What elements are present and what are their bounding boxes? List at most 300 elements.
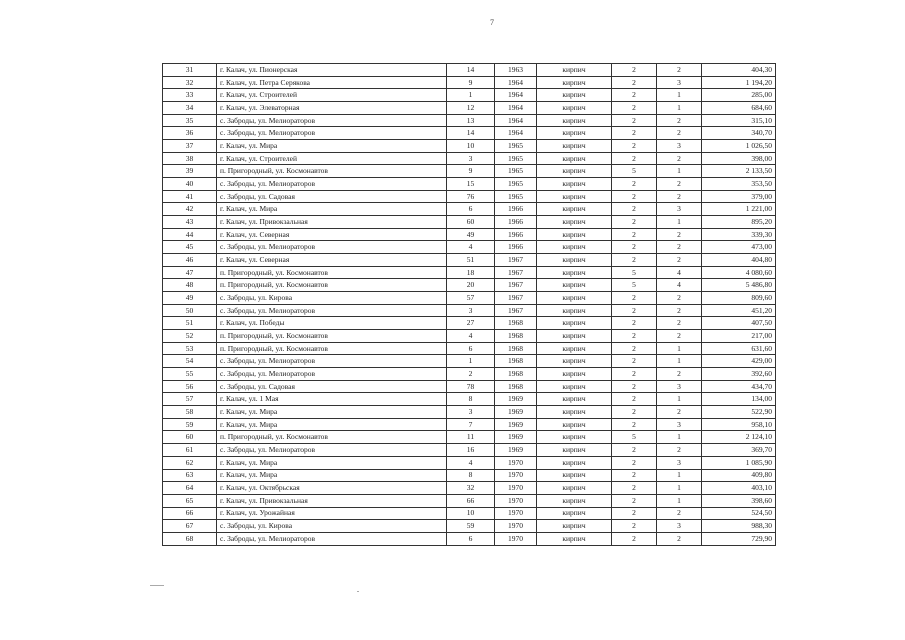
table-row <box>163 380 776 393</box>
year-cell: 1965 <box>495 178 537 191</box>
table-row <box>163 64 776 77</box>
table-row <box>163 254 776 267</box>
house-number-cell: 49 <box>447 228 495 241</box>
house-number-cell: 14 <box>447 64 495 77</box>
entrances-cell: 2 <box>657 178 702 191</box>
row-number-cell: 34 <box>163 102 217 115</box>
floors-cell: 2 <box>612 393 657 406</box>
table-body <box>163 64 776 546</box>
table-row <box>163 317 776 330</box>
table-row <box>163 304 776 317</box>
address-cell: п. Пригородный, ул. Космонавтов <box>217 431 447 444</box>
entrances-cell: 1 <box>657 89 702 102</box>
table-row <box>163 228 776 241</box>
floors-cell: 2 <box>612 444 657 457</box>
floors-cell: 5 <box>612 266 657 279</box>
house-number-cell: 16 <box>447 444 495 457</box>
entrances-cell: 1 <box>657 216 702 229</box>
entrances-cell: 2 <box>657 368 702 381</box>
wall-material-cell: кирпич <box>537 418 612 431</box>
address-cell: г. Калач, ул. Мира <box>217 140 447 153</box>
house-number-cell: 6 <box>447 342 495 355</box>
table-row <box>163 266 776 279</box>
house-number-cell: 3 <box>447 406 495 419</box>
house-number-cell: 7 <box>447 418 495 431</box>
table-row <box>163 165 776 178</box>
row-number-cell: 42 <box>163 203 217 216</box>
house-number-cell: 4 <box>447 330 495 343</box>
wall-material-cell: кирпич <box>537 304 612 317</box>
floors-cell: 2 <box>612 114 657 127</box>
area-cell: 2 124,10 <box>702 431 776 444</box>
address-cell: г. Калач, ул. Мира <box>217 418 447 431</box>
table-row <box>163 342 776 355</box>
table-row <box>163 178 776 191</box>
floors-cell: 2 <box>612 140 657 153</box>
housing-register-table <box>162 63 776 546</box>
address-cell: г. Калач, ул. Мира <box>217 203 447 216</box>
area-cell: 809,60 <box>702 292 776 305</box>
table-row <box>163 216 776 229</box>
year-cell: 1964 <box>495 102 537 115</box>
house-number-cell: 6 <box>447 532 495 545</box>
wall-material-cell: кирпич <box>537 266 612 279</box>
area-cell: 729,90 <box>702 532 776 545</box>
area-cell: 379,00 <box>702 190 776 203</box>
area-cell: 434,70 <box>702 380 776 393</box>
year-cell: 1970 <box>495 469 537 482</box>
entrances-cell: 2 <box>657 254 702 267</box>
row-number-cell: 61 <box>163 444 217 457</box>
row-number-cell: 67 <box>163 520 217 533</box>
year-cell: 1970 <box>495 456 537 469</box>
row-number-cell: 62 <box>163 456 217 469</box>
address-cell: с. Заброды, ул. Мелиораторов <box>217 127 447 140</box>
table-row <box>163 190 776 203</box>
house-number-cell: 9 <box>447 76 495 89</box>
table-row <box>163 241 776 254</box>
area-cell: 340,70 <box>702 127 776 140</box>
floors-cell: 5 <box>612 431 657 444</box>
year-cell: 1964 <box>495 89 537 102</box>
floors-cell: 2 <box>612 241 657 254</box>
table-row <box>163 292 776 305</box>
wall-material-cell: кирпич <box>537 140 612 153</box>
address-cell: г. Калач, ул. Строителей <box>217 152 447 165</box>
entrances-cell: 1 <box>657 482 702 495</box>
address-cell: г. Калач, ул. Строителей <box>217 89 447 102</box>
year-cell: 1968 <box>495 355 537 368</box>
row-number-cell: 53 <box>163 342 217 355</box>
wall-material-cell: кирпич <box>537 355 612 368</box>
table-row <box>163 279 776 292</box>
table-row <box>163 393 776 406</box>
wall-material-cell: кирпич <box>537 393 612 406</box>
floors-cell: 2 <box>612 380 657 393</box>
wall-material-cell: кирпич <box>537 152 612 165</box>
entrances-cell: 1 <box>657 494 702 507</box>
area-cell: 407,50 <box>702 317 776 330</box>
table-row <box>163 140 776 153</box>
table-row <box>163 520 776 533</box>
entrances-cell: 2 <box>657 292 702 305</box>
area-cell: 4 080,60 <box>702 266 776 279</box>
entrances-cell: 2 <box>657 444 702 457</box>
address-cell: с. Заброды, ул. Мелиораторов <box>217 444 447 457</box>
floors-cell: 2 <box>612 304 657 317</box>
year-cell: 1968 <box>495 368 537 381</box>
wall-material-cell: кирпич <box>537 431 612 444</box>
entrances-cell: 2 <box>657 190 702 203</box>
wall-material-cell: кирпич <box>537 228 612 241</box>
address-cell: г. Калач, ул. Мира <box>217 456 447 469</box>
area-cell: 369,70 <box>702 444 776 457</box>
address-cell: г. Калач, ул. Мира <box>217 406 447 419</box>
year-cell: 1970 <box>495 494 537 507</box>
floors-cell: 2 <box>612 406 657 419</box>
row-number-cell: 37 <box>163 140 217 153</box>
year-cell: 1967 <box>495 304 537 317</box>
area-cell: 398,60 <box>702 494 776 507</box>
table-row <box>163 114 776 127</box>
row-number-cell: 54 <box>163 355 217 368</box>
house-number-cell: 2 <box>447 368 495 381</box>
wall-material-cell: кирпич <box>537 127 612 140</box>
table-row <box>163 89 776 102</box>
table-row <box>163 152 776 165</box>
area-cell: 1 085,90 <box>702 456 776 469</box>
table-row <box>163 532 776 545</box>
year-cell: 1964 <box>495 114 537 127</box>
floors-cell: 2 <box>612 368 657 381</box>
area-cell: 1 026,50 <box>702 140 776 153</box>
address-cell: с. Заброды, ул. Кирова <box>217 520 447 533</box>
house-number-cell: 10 <box>447 140 495 153</box>
house-number-cell: 8 <box>447 469 495 482</box>
entrances-cell: 2 <box>657 114 702 127</box>
year-cell: 1968 <box>495 317 537 330</box>
year-cell: 1966 <box>495 203 537 216</box>
area-cell: 451,20 <box>702 304 776 317</box>
year-cell: 1970 <box>495 532 537 545</box>
row-number-cell: 60 <box>163 431 217 444</box>
wall-material-cell: кирпич <box>537 494 612 507</box>
year-cell: 1970 <box>495 482 537 495</box>
row-number-cell: 35 <box>163 114 217 127</box>
house-number-cell: 13 <box>447 114 495 127</box>
floors-cell: 2 <box>612 330 657 343</box>
house-number-cell: 11 <box>447 431 495 444</box>
house-number-cell: 9 <box>447 165 495 178</box>
address-cell: г. Калач, ул. Привокзальная <box>217 494 447 507</box>
table-row <box>163 76 776 89</box>
area-cell: 409,80 <box>702 469 776 482</box>
address-cell: г. Калач, ул. Элеваторная <box>217 102 447 115</box>
entrances-cell: 1 <box>657 469 702 482</box>
area-cell: 988,30 <box>702 520 776 533</box>
floors-cell: 2 <box>612 254 657 267</box>
entrances-cell: 1 <box>657 165 702 178</box>
entrances-cell: 1 <box>657 431 702 444</box>
entrances-cell: 2 <box>657 330 702 343</box>
area-cell: 134,00 <box>702 393 776 406</box>
house-number-cell: 8 <box>447 393 495 406</box>
area-cell: 5 486,80 <box>702 279 776 292</box>
table-row <box>163 330 776 343</box>
year-cell: 1965 <box>495 152 537 165</box>
address-cell: п. Пригородный, ул. Космонавтов <box>217 342 447 355</box>
floors-cell: 2 <box>612 482 657 495</box>
address-cell: с. Заброды, ул. Садовая <box>217 190 447 203</box>
area-cell: 473,00 <box>702 241 776 254</box>
wall-material-cell: кирпич <box>537 380 612 393</box>
table-row <box>163 368 776 381</box>
row-number-cell: 46 <box>163 254 217 267</box>
floors-cell: 2 <box>612 178 657 191</box>
row-number-cell: 50 <box>163 304 217 317</box>
area-cell: 403,10 <box>702 482 776 495</box>
row-number-cell: 65 <box>163 494 217 507</box>
wall-material-cell: кирпич <box>537 254 612 267</box>
row-number-cell: 31 <box>163 64 217 77</box>
floors-cell: 2 <box>612 355 657 368</box>
area-cell: 1 221,00 <box>702 203 776 216</box>
year-cell: 1965 <box>495 140 537 153</box>
row-number-cell: 57 <box>163 393 217 406</box>
area-cell: 315,10 <box>702 114 776 127</box>
address-cell: г. Калач, ул. Победы <box>217 317 447 330</box>
table-row <box>163 482 776 495</box>
area-cell: 398,00 <box>702 152 776 165</box>
address-cell: г. Калач, ул. Привокзальная <box>217 216 447 229</box>
floors-cell: 2 <box>612 418 657 431</box>
entrances-cell: 3 <box>657 380 702 393</box>
address-cell: с. Заброды, ул. Садовая <box>217 380 447 393</box>
row-number-cell: 59 <box>163 418 217 431</box>
wall-material-cell: кирпич <box>537 456 612 469</box>
entrances-cell: 3 <box>657 203 702 216</box>
house-number-cell: 57 <box>447 292 495 305</box>
area-cell: 217,00 <box>702 330 776 343</box>
entrances-cell: 1 <box>657 355 702 368</box>
floors-cell: 2 <box>612 342 657 355</box>
entrances-cell: 2 <box>657 317 702 330</box>
address-cell: с. Заброды, ул. Мелиораторов <box>217 304 447 317</box>
floors-cell: 2 <box>612 520 657 533</box>
floors-cell: 2 <box>612 292 657 305</box>
address-cell: с. Заброды, ул. Кирова <box>217 292 447 305</box>
area-cell: 524,50 <box>702 507 776 520</box>
table-row <box>163 469 776 482</box>
row-number-cell: 41 <box>163 190 217 203</box>
wall-material-cell: кирпич <box>537 469 612 482</box>
floors-cell: 2 <box>612 494 657 507</box>
wall-material-cell: кирпич <box>537 507 612 520</box>
wall-material-cell: кирпич <box>537 178 612 191</box>
area-cell: 339,30 <box>702 228 776 241</box>
year-cell: 1968 <box>495 342 537 355</box>
year-cell: 1969 <box>495 444 537 457</box>
address-cell: п. Пригородный, ул. Космонавтов <box>217 165 447 178</box>
row-number-cell: 40 <box>163 178 217 191</box>
address-cell: с. Заброды, ул. Мелиораторов <box>217 368 447 381</box>
floors-cell: 2 <box>612 469 657 482</box>
wall-material-cell: кирпич <box>537 406 612 419</box>
entrances-cell: 3 <box>657 520 702 533</box>
floors-cell: 2 <box>612 216 657 229</box>
house-number-cell: 66 <box>447 494 495 507</box>
wall-material-cell: кирпич <box>537 102 612 115</box>
address-cell: г. Калач, ул. Урожайная <box>217 507 447 520</box>
year-cell: 1967 <box>495 292 537 305</box>
row-number-cell: 52 <box>163 330 217 343</box>
entrances-cell: 4 <box>657 279 702 292</box>
wall-material-cell: кирпич <box>537 114 612 127</box>
house-number-cell: 59 <box>447 520 495 533</box>
year-cell: 1966 <box>495 241 537 254</box>
house-number-cell: 20 <box>447 279 495 292</box>
scan-mark <box>357 591 359 592</box>
year-cell: 1963 <box>495 64 537 77</box>
year-cell: 1967 <box>495 266 537 279</box>
entrances-cell: 2 <box>657 507 702 520</box>
table-row <box>163 494 776 507</box>
wall-material-cell: кирпич <box>537 190 612 203</box>
entrances-cell: 3 <box>657 418 702 431</box>
area-cell: 2 133,50 <box>702 165 776 178</box>
area-cell: 392,60 <box>702 368 776 381</box>
year-cell: 1965 <box>495 165 537 178</box>
address-cell: г. Калач, ул. Петра Серякова <box>217 76 447 89</box>
wall-material-cell: кирпич <box>537 292 612 305</box>
floors-cell: 2 <box>612 532 657 545</box>
row-number-cell: 44 <box>163 228 217 241</box>
year-cell: 1968 <box>495 380 537 393</box>
floors-cell: 2 <box>612 203 657 216</box>
house-number-cell: 4 <box>447 241 495 254</box>
house-number-cell: 12 <box>447 102 495 115</box>
floors-cell: 2 <box>612 317 657 330</box>
wall-material-cell: кирпич <box>537 532 612 545</box>
wall-material-cell: кирпич <box>537 368 612 381</box>
entrances-cell: 2 <box>657 241 702 254</box>
year-cell: 1964 <box>495 127 537 140</box>
address-cell: г. Калач, ул. Октябрьская <box>217 482 447 495</box>
address-cell: с. Заброды, ул. Мелиораторов <box>217 178 447 191</box>
row-number-cell: 68 <box>163 532 217 545</box>
house-number-cell: 60 <box>447 216 495 229</box>
floors-cell: 2 <box>612 507 657 520</box>
year-cell: 1965 <box>495 190 537 203</box>
year-cell: 1969 <box>495 418 537 431</box>
table-row <box>163 444 776 457</box>
row-number-cell: 43 <box>163 216 217 229</box>
house-number-cell: 1 <box>447 355 495 368</box>
scan-mark <box>150 585 164 586</box>
house-number-cell: 1 <box>447 89 495 102</box>
floors-cell: 2 <box>612 127 657 140</box>
year-cell: 1967 <box>495 254 537 267</box>
area-cell: 353,50 <box>702 178 776 191</box>
year-cell: 1969 <box>495 393 537 406</box>
entrances-cell: 1 <box>657 393 702 406</box>
house-number-cell: 3 <box>447 304 495 317</box>
wall-material-cell: кирпич <box>537 330 612 343</box>
area-cell: 958,10 <box>702 418 776 431</box>
wall-material-cell: кирпич <box>537 216 612 229</box>
year-cell: 1964 <box>495 76 537 89</box>
house-number-cell: 51 <box>447 254 495 267</box>
entrances-cell: 2 <box>657 228 702 241</box>
house-number-cell: 14 <box>447 127 495 140</box>
table-row <box>163 418 776 431</box>
address-cell: п. Пригородный, ул. Космонавтов <box>217 330 447 343</box>
entrances-cell: 2 <box>657 127 702 140</box>
table-row <box>163 355 776 368</box>
floors-cell: 2 <box>612 102 657 115</box>
table-row <box>163 431 776 444</box>
area-cell: 404,80 <box>702 254 776 267</box>
address-cell: г. Калач, ул. 1 Мая <box>217 393 447 406</box>
floors-cell: 2 <box>612 64 657 77</box>
house-number-cell: 10 <box>447 507 495 520</box>
entrances-cell: 3 <box>657 140 702 153</box>
house-number-cell: 76 <box>447 190 495 203</box>
address-cell: г. Калач, ул. Пионерская <box>217 64 447 77</box>
table-row <box>163 456 776 469</box>
address-cell: п. Пригородный, ул. Космонавтов <box>217 266 447 279</box>
row-number-cell: 48 <box>163 279 217 292</box>
address-cell: г. Калач, ул. Северная <box>217 228 447 241</box>
row-number-cell: 39 <box>163 165 217 178</box>
area-cell: 522,90 <box>702 406 776 419</box>
address-cell: г. Калач, ул. Мира <box>217 469 447 482</box>
area-cell: 1 194,20 <box>702 76 776 89</box>
area-cell: 631,60 <box>702 342 776 355</box>
table-row <box>163 203 776 216</box>
row-number-cell: 45 <box>163 241 217 254</box>
floors-cell: 5 <box>612 279 657 292</box>
wall-material-cell: кирпич <box>537 89 612 102</box>
wall-material-cell: кирпич <box>537 520 612 533</box>
entrances-cell: 2 <box>657 406 702 419</box>
row-number-cell: 47 <box>163 266 217 279</box>
area-cell: 895,20 <box>702 216 776 229</box>
wall-material-cell: кирпич <box>537 482 612 495</box>
address-cell: с. Заброды, ул. Мелиораторов <box>217 355 447 368</box>
address-cell: с. Заброды, ул. Мелиораторов <box>217 532 447 545</box>
floors-cell: 2 <box>612 76 657 89</box>
area-cell: 285,00 <box>702 89 776 102</box>
row-number-cell: 63 <box>163 469 217 482</box>
address-cell: с. Заброды, ул. Мелиораторов <box>217 241 447 254</box>
row-number-cell: 66 <box>163 507 217 520</box>
wall-material-cell: кирпич <box>537 76 612 89</box>
wall-material-cell: кирпич <box>537 317 612 330</box>
entrances-cell: 3 <box>657 76 702 89</box>
row-number-cell: 49 <box>163 292 217 305</box>
table-row <box>163 406 776 419</box>
house-number-cell: 15 <box>447 178 495 191</box>
table-row <box>163 127 776 140</box>
area-cell: 429,00 <box>702 355 776 368</box>
page-number: 7 <box>490 18 494 27</box>
row-number-cell: 55 <box>163 368 217 381</box>
floors-cell: 2 <box>612 228 657 241</box>
row-number-cell: 51 <box>163 317 217 330</box>
entrances-cell: 2 <box>657 532 702 545</box>
entrances-cell: 2 <box>657 152 702 165</box>
